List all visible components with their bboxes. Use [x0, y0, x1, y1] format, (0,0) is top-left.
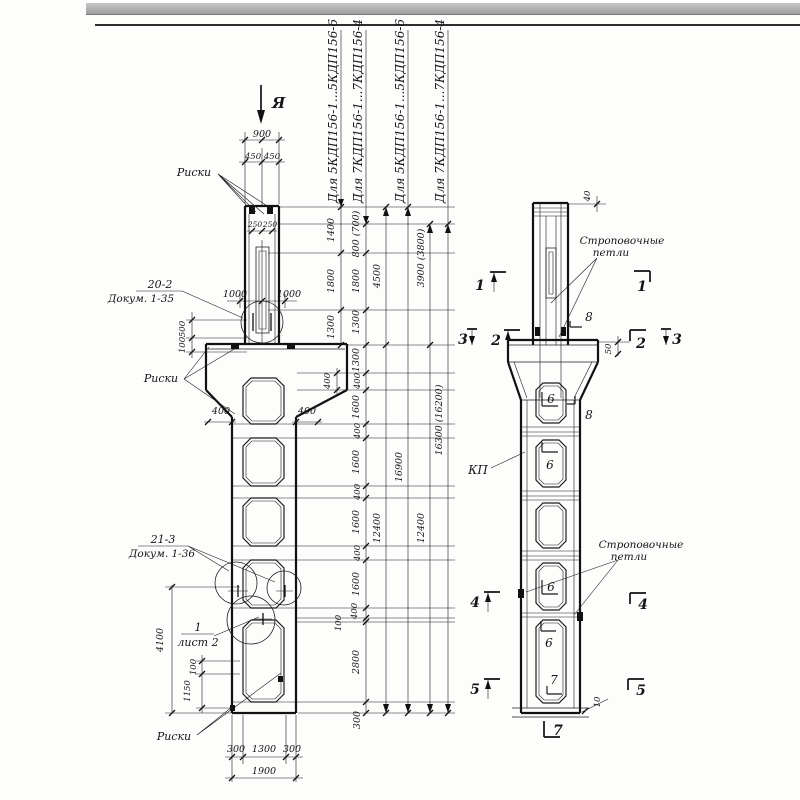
dim-total-3900: 3900 (3800) [416, 228, 427, 288]
slings-label-1-line1: Строповочные [579, 235, 665, 247]
detail-6-d: 6 [547, 580, 555, 594]
section-1-right: 1 [637, 279, 647, 295]
dim-800-700: 800 (700) [351, 210, 362, 258]
dim-c-1300: 1300 [351, 347, 362, 373]
series-label-4: Для 7КДП156-1...7КДП156-4 [433, 18, 447, 203]
dim-500-side: 500 [178, 320, 188, 338]
dim-c-100: 100 [334, 614, 344, 632]
dim-40: 40 [583, 190, 593, 202]
right-elevation-openings [536, 383, 566, 703]
detail-20-2-doc: Докум. 1-35 [107, 293, 175, 305]
section-7-bottom: 7 [553, 723, 563, 739]
detail-6-e: 6 [545, 636, 553, 650]
dim-400-corbel-left: 400 [211, 406, 231, 417]
dim-c-400a: 400 [353, 372, 363, 390]
dim-total-12400-b: 12400 [416, 512, 427, 544]
dim-1300-b: 1300 [351, 309, 362, 335]
kp-label: КП [468, 463, 488, 477]
section-3-left: 3 [458, 332, 468, 348]
right-annotations [467, 190, 683, 707]
dim-total-12400-a: 12400 [372, 512, 383, 544]
dim-c-400d: 400 [353, 544, 363, 562]
section-2-left: 2 [491, 333, 501, 349]
detail-7-e: 7 [550, 673, 558, 687]
dim-450-left: 450 [244, 152, 262, 162]
view-arrow-label: Я [272, 94, 286, 112]
detail-6-a: 6 [547, 392, 555, 406]
dim-total-16900: 16900 [394, 451, 405, 483]
dim-300-a: 300 [226, 744, 246, 755]
detail-8-mid: 8 [585, 408, 593, 422]
dim-total-4500: 4500 [372, 263, 383, 289]
left-elevation-openings [243, 378, 284, 702]
dim-1150: 1150 [183, 680, 193, 702]
series-label-3: Для 5КДП156-1...5КДП156-6 [393, 18, 407, 203]
dim-1900: 1900 [251, 766, 277, 777]
section-mark-numbers [458, 278, 682, 739]
dim-total-16300: 16300 (16200) [434, 384, 445, 456]
dim-c-1600a: 1600 [351, 394, 362, 420]
dim-c-300: 300 [352, 710, 363, 730]
left-detail-circles [215, 301, 301, 644]
dim-400-side: 400 [323, 372, 333, 390]
dim-c-1600d: 1600 [351, 571, 362, 597]
detail-20-2-label: 20-2 [147, 278, 173, 291]
right-leader-lines [491, 258, 618, 615]
slings-label-1-line2: петли [592, 247, 630, 259]
chain-dimensions [326, 210, 445, 729]
section-4-right: 4 [638, 597, 648, 613]
section-1-left: 1 [475, 278, 485, 294]
dim-50: 50 [604, 343, 614, 355]
dim-1300-a: 1300 [326, 314, 337, 340]
note-1-label: 1 [194, 621, 202, 634]
dim-10: 10 [593, 696, 603, 708]
detail-21-3-doc: Докум. 1-36 [128, 548, 196, 560]
detail-8-top: 8 [585, 310, 593, 324]
section-5-right: 5 [636, 683, 646, 699]
dim-450-right: 450 [263, 152, 281, 162]
dim-250-left: 250 [247, 220, 263, 229]
dim-c-1600c: 1600 [351, 509, 362, 535]
dim-c-1600b: 1600 [351, 449, 362, 475]
dim-1300-bottom: 1300 [251, 744, 277, 755]
series-labels [326, 19, 447, 204]
dim-4100: 4100 [155, 627, 166, 653]
dim-1000-left: 1000 [222, 289, 248, 300]
dim-1000-right: 1000 [276, 289, 302, 300]
slings-label-2-line1: Строповочные [598, 539, 684, 551]
dim-1800-a: 1800 [326, 268, 337, 294]
view-direction-arrow [257, 85, 265, 124]
series-label-2: Для 7КДП156-1...7КДП156-4 [351, 18, 365, 203]
dim-c-2800: 2800 [351, 649, 362, 675]
section-2-right: 2 [636, 336, 646, 352]
dim-1400: 1400 [326, 217, 337, 243]
riski-label-bottom: Риски [156, 730, 192, 743]
dim-250-right: 250 [262, 220, 278, 229]
section-5-left: 5 [470, 682, 480, 698]
section-3-right: 3 [672, 332, 682, 348]
detail-6-b: 6 [546, 458, 554, 472]
note-1-sheet: лист 2 [177, 636, 219, 649]
dim-100-side: 100 [178, 336, 188, 354]
dim-c-400b: 400 [353, 422, 363, 440]
dim-100-bottom: 100 [189, 658, 199, 676]
dim-900: 900 [252, 129, 272, 140]
riski-label-mid: Риски [143, 372, 179, 385]
detail-21-3-label: 21-3 [150, 533, 176, 546]
slings-label-2-line2: петли [610, 551, 648, 563]
riski-label-top: Риски [176, 166, 212, 179]
section-4-left: 4 [470, 595, 480, 611]
dim-c-400c: 400 [353, 483, 363, 501]
dim-300-b: 300 [282, 744, 302, 755]
dim-1800-b: 1800 [351, 268, 362, 294]
series-label-1: Для 5КДП156-1...5КДП156-6 [326, 18, 340, 203]
dim-400-corbel-right: 400 [297, 406, 317, 417]
dim-c-400e: 400 [350, 602, 360, 620]
